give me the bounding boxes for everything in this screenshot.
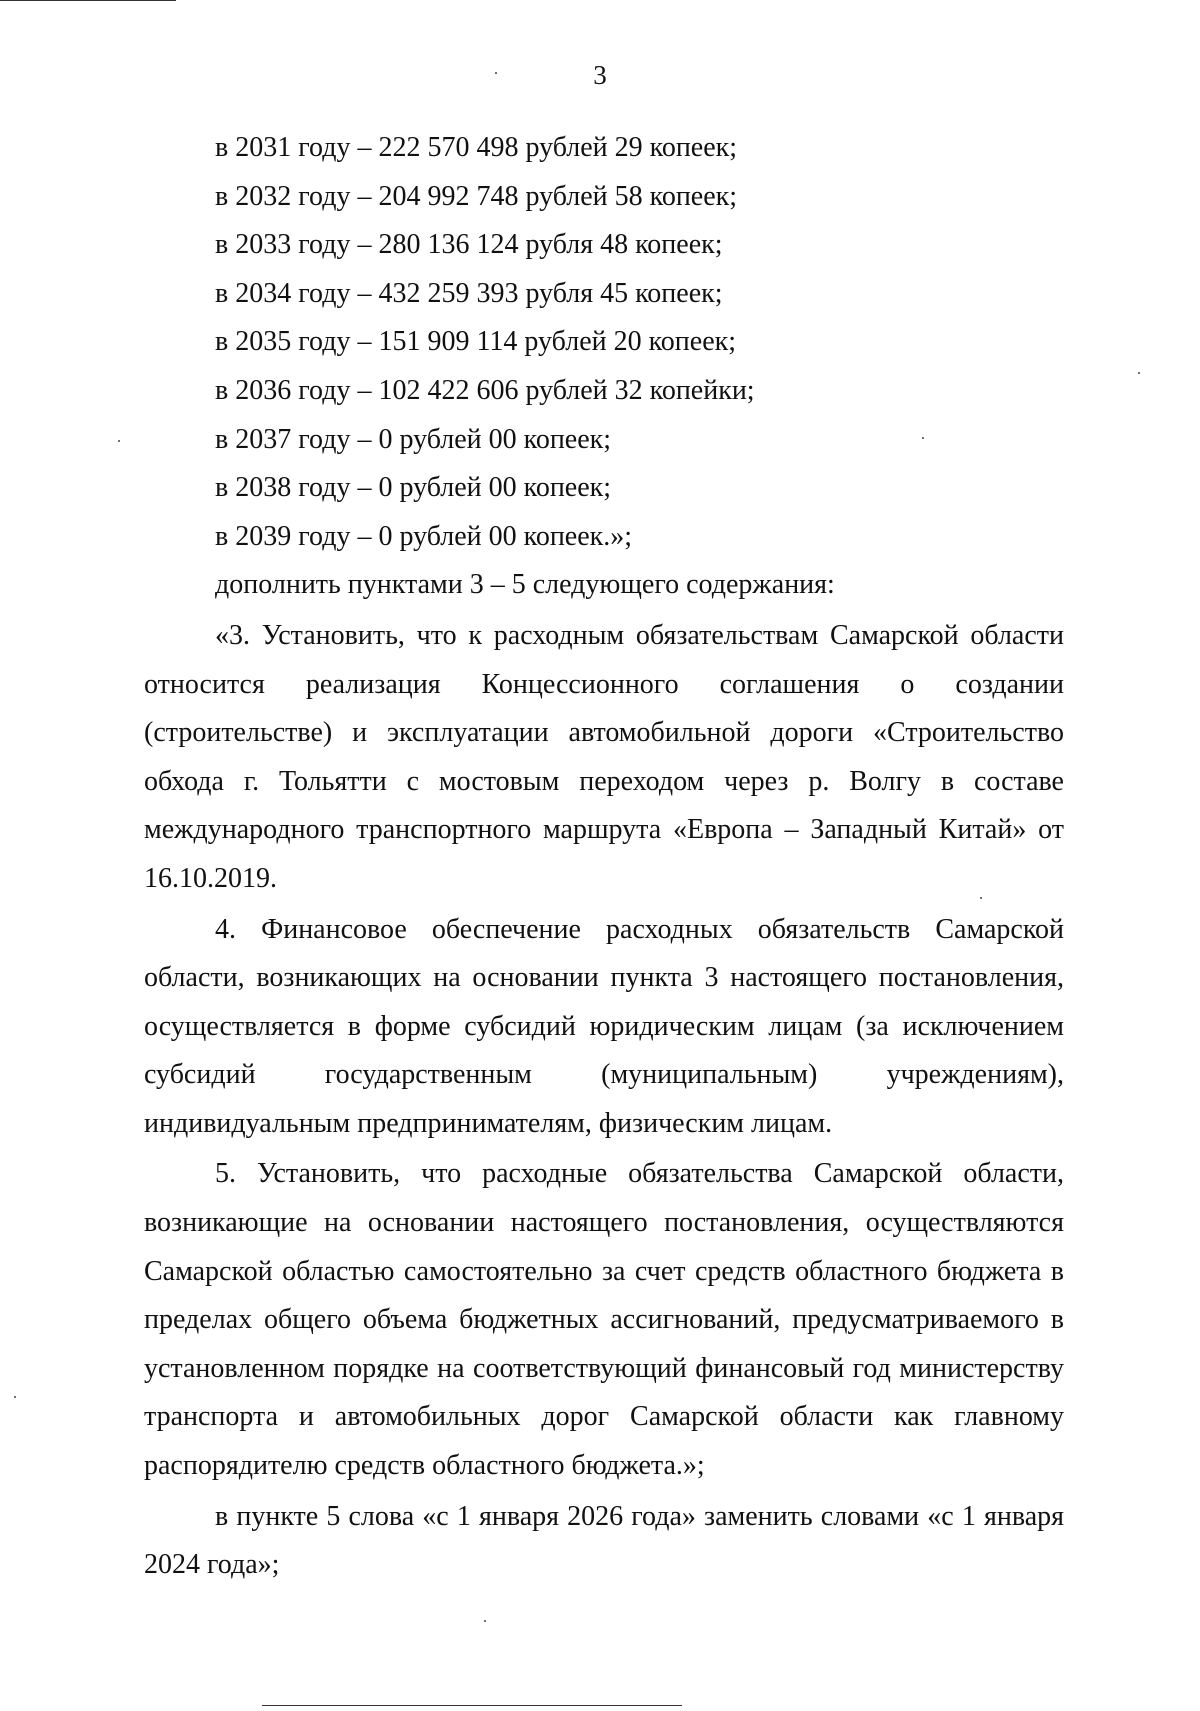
paragraph-item-3: «3. Установить, что к расходным обязательствам Самарской области относится реализация Концессионного соглашения о создании (строительстве) и эксплуатации автомобильной дороги «Строительство обхода г. Тольятти с мостовым переходом через р. Волгу в составе международного транспортного маршрута «Европа – Западный Китай» от 16.10.2019. [144, 619, 1064, 894]
amount-line-2037: в 2037 году – 0 рублей 00 копеек; [215, 423, 612, 455]
amount-line-2035: в 2035 году – 151 909 114 рублей 20 копеек; [215, 326, 737, 358]
paragraph-amendment: в пункте 5 слова «с 1 января 2026 года» заменить словами «с 1 января 2024 года»; [144, 1500, 1064, 1581]
paragraph-item-5: 5. Установить, что расходные обязательства Самарской области, возникающие на основании настоящего постановления, осуществляются Самарской областью самостоятельно за счет средств областного бюджета в пределах общего объема бюджетных ассигнований, предусматриваемого в установленном порядке на соответствующий финансовый год министерству транспорта и автомобильных дорог Самарской области как главному распорядителю средств областного бюджета.»; [144, 1158, 1064, 1482]
amount-line-2036: в 2036 году – 102 422 606 рублей 32 копейки; [215, 374, 755, 406]
document-body [144, 124, 1064, 1590]
scan-speck [14, 1396, 16, 1398]
paragraph-item-4: 4. Финансовое обеспечение расходных обязательств Самарской области, возникающих на основании пункта 3 настоящего постановления, осуществляется в форме субсидий юридическим лицам (за исключением субсидий государственным (муниципальным) учреждениям), индивидуальным предпринимателям, физическим лицам. [144, 913, 1064, 1139]
amount-line-2034: в 2034 году – 432 259 393 рубля 45 копеек; [215, 277, 723, 309]
amount-line-2033: в 2033 году – 280 136 124 рубля 48 копеек; [215, 229, 723, 261]
scan-speck [118, 440, 120, 442]
scan-edge-mark-top [0, 0, 176, 1]
amount-line-2032: в 2032 году – 204 992 748 рублей 58 копеек; [215, 180, 738, 212]
amount-line-2039: в 2039 году – 0 рублей 00 копеек.»; [215, 520, 633, 552]
scan-speck [1138, 372, 1140, 374]
scan-speck [484, 1620, 486, 1622]
amount-line-2031: в 2031 году – 222 570 498 рублей 29 копеек; [215, 132, 738, 163]
supplement-intro: дополнить пунктами 3 – 5 следующего содержания: [215, 569, 835, 601]
page-number: 3 [593, 60, 607, 90]
amount-line-2038: в 2038 году – 0 рублей 00 копеек; [215, 472, 612, 504]
scan-edge-mark-bottom [262, 1705, 682, 1706]
